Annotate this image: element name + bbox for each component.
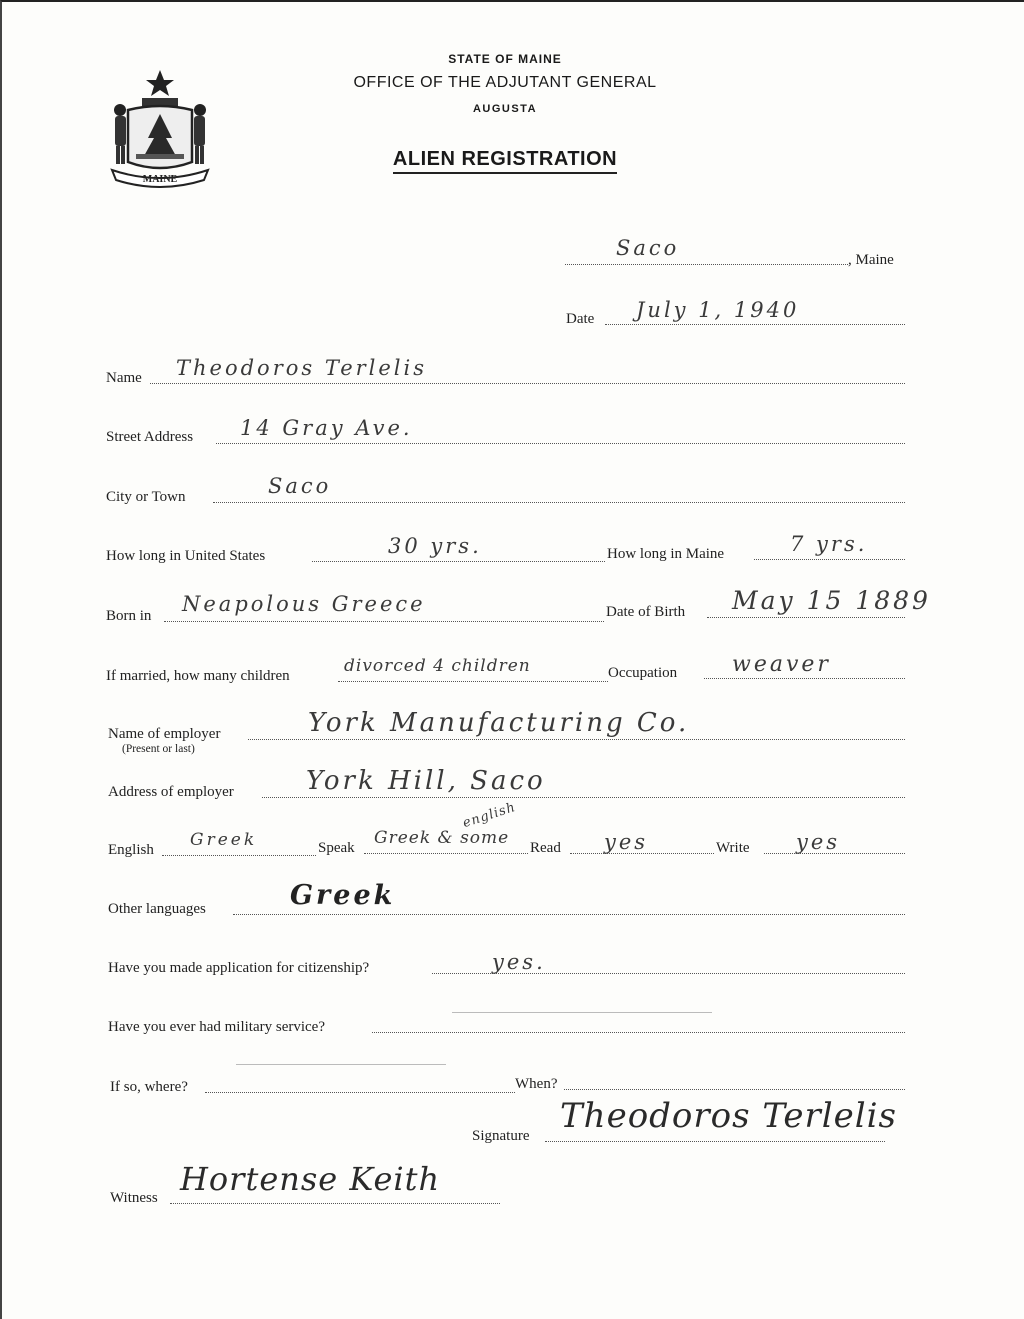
- born-label: Born in: [106, 608, 152, 624]
- dob-label: Date of Birth: [606, 604, 686, 620]
- town-value: Saco: [616, 236, 680, 260]
- english-field-line: [162, 855, 316, 856]
- city-value: Saco: [268, 474, 332, 498]
- occupation-value: weaver: [732, 652, 831, 677]
- stray-mark: [452, 1012, 712, 1013]
- town-field-line: [565, 264, 848, 265]
- name-value: Theodoros Terlelis: [176, 356, 428, 380]
- header-office: OFFICE OF THE ADJUTANT GENERAL: [353, 74, 657, 91]
- employer-field-line: [248, 739, 905, 740]
- speak-extra-value: english: [461, 799, 518, 832]
- occupation-field-line: [704, 678, 905, 679]
- witness-value: Hortense Keith: [180, 1160, 441, 1198]
- maine-duration-value: 7 yrs.: [790, 532, 868, 556]
- us-duration-label: How long in United States: [106, 548, 266, 564]
- maine-duration-field-line: [754, 559, 905, 560]
- dob-field-line: [707, 617, 905, 618]
- city-field-line: [213, 502, 905, 503]
- seal-ribbon-text: MAINE: [142, 174, 178, 185]
- form-title: [300, 148, 710, 171]
- name-field-line: [150, 383, 905, 384]
- children-label: If married, how many children: [106, 668, 290, 684]
- maine-duration-label: How long in Maine: [607, 546, 725, 562]
- date-value: July 1, 1940: [636, 298, 800, 322]
- where-field-line: [205, 1092, 515, 1093]
- where-label: If so, where?: [110, 1079, 188, 1095]
- occupation-label: Occupation: [608, 665, 678, 681]
- us-duration-value: 30 yrs.: [388, 534, 482, 558]
- when-label: When?: [515, 1076, 558, 1092]
- speak-field-line: [364, 853, 528, 854]
- read-value: yes: [604, 830, 649, 854]
- other-languages-field-line: [233, 914, 905, 915]
- employer-label: Name of employer: [108, 726, 221, 742]
- signature-field-line: [545, 1141, 885, 1142]
- header-city: AUGUSTA: [472, 103, 538, 115]
- witness-label: Witness: [110, 1190, 158, 1206]
- witness-field-line: [170, 1203, 500, 1204]
- signature-label: Signature: [472, 1128, 530, 1144]
- maine-state-seal-icon: [106, 66, 214, 188]
- form-title-text: ALIEN REGISTRATION: [393, 148, 617, 174]
- write-value: yes: [796, 830, 841, 854]
- speak-label: Speak: [318, 840, 355, 856]
- date-field-line: [605, 324, 905, 325]
- when-field-line: [564, 1089, 905, 1090]
- employer-address-field-line: [262, 797, 905, 798]
- read-label: Read: [530, 840, 561, 856]
- other-languages-value: Greek: [290, 880, 396, 911]
- speak-value: Greek & some: [374, 828, 510, 848]
- employer-sub-label: (Present or last): [122, 743, 195, 755]
- military-label: Have you ever had military service?: [108, 1019, 325, 1035]
- citizenship-value: yes.: [492, 950, 546, 974]
- english-value: Greek: [190, 830, 258, 850]
- stray-mark: [236, 1064, 446, 1065]
- employer-address-value: York Hill, Saco: [306, 766, 546, 796]
- employer-value: York Manufacturing Co.: [308, 708, 690, 738]
- maine-label: , Maine: [848, 252, 894, 268]
- name-label: Name: [106, 370, 142, 386]
- street-value: 14 Gray Ave.: [240, 416, 413, 440]
- street-label: Street Address: [106, 429, 194, 445]
- born-value: Neapolous Greece: [182, 592, 426, 616]
- us-duration-field-line: [312, 561, 605, 562]
- children-value: divorced 4 children: [344, 656, 531, 676]
- citizenship-label: Have you made application for citizenship?: [108, 960, 370, 976]
- english-label: English: [108, 842, 154, 858]
- write-label: Write: [716, 840, 750, 856]
- city-label: City or Town: [106, 489, 186, 505]
- military-field-line: [372, 1032, 905, 1033]
- header-state: STATE OF MAINE: [448, 52, 562, 66]
- employer-address-label: Address of employer: [108, 784, 234, 800]
- street-field-line: [216, 443, 905, 444]
- children-field-line: [338, 681, 608, 682]
- signature-value: Theodoros Terlelis: [560, 1096, 897, 1136]
- date-label: Date: [566, 311, 595, 327]
- born-field-line: [164, 621, 604, 622]
- other-languages-label: Other languages: [108, 901, 206, 917]
- dob-value: May 15 1889: [732, 586, 931, 615]
